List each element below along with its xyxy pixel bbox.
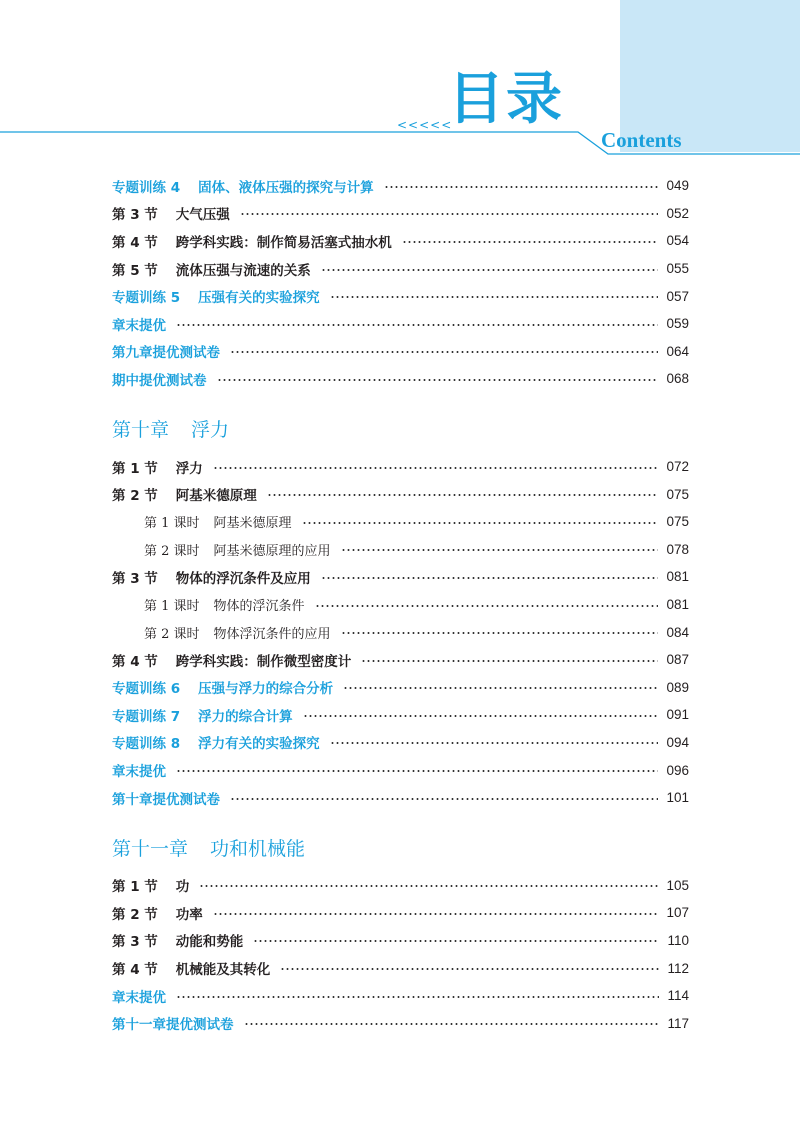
page-title: 目录	[448, 67, 564, 132]
toc-entry[interactable]	[112, 365, 689, 393]
dot-leader	[217, 379, 659, 381]
dot-leader	[176, 324, 658, 326]
entry-title: 机械能及其转化	[175, 962, 271, 979]
dot-leader	[341, 549, 659, 551]
toc-entry[interactable]	[112, 899, 689, 927]
toc-entry[interactable]	[112, 674, 689, 702]
page-number: 064	[666, 343, 689, 359]
entry-title: 浮力有关的实验探究	[198, 736, 320, 753]
entry-number: 第 2 节	[112, 906, 158, 923]
dot-leader	[176, 996, 659, 998]
entry-number: 第 3 节	[112, 570, 158, 587]
page-number: 110	[667, 932, 689, 948]
toc-entry[interactable]	[112, 871, 689, 899]
entry-number: 第 4 节	[112, 962, 158, 979]
page-number: 075	[666, 486, 689, 502]
page-number: 105	[666, 877, 689, 893]
page-number: 052	[666, 205, 689, 221]
page-number: 059	[666, 316, 689, 332]
entry-number: 章末提优	[112, 989, 166, 1006]
entry-title: 压强有关的实验探究	[198, 290, 320, 307]
entry-title: 大气压强	[175, 207, 230, 224]
entry-number: 第 3 节	[112, 934, 158, 951]
chapter-title: 浮力	[191, 419, 230, 442]
entry-number: 第 2 课时	[144, 626, 200, 642]
dot-leader	[176, 770, 658, 772]
toc-entry[interactable]	[112, 701, 689, 729]
page-number: 072	[666, 459, 689, 475]
title-arrows-icon: <<<<<	[397, 118, 453, 132]
page-number: 054	[666, 233, 689, 249]
toc-entry[interactable]	[112, 508, 689, 536]
page-number: 101	[666, 790, 689, 806]
dot-leader	[315, 605, 659, 607]
dot-leader	[213, 913, 659, 915]
page-number: 087	[666, 652, 689, 668]
page-number: 075	[666, 514, 689, 530]
entry-number: 专题训练 4	[112, 179, 181, 196]
entry-number: 第 1 节	[112, 879, 158, 896]
page-subtitle: Contents	[601, 128, 682, 152]
toc-entry[interactable]	[112, 480, 689, 508]
page-number: 081	[666, 597, 689, 613]
dot-leader	[230, 798, 658, 800]
entry-number: 章末提优	[112, 764, 166, 781]
dot-leader	[361, 660, 658, 662]
entry-title: 浮力	[175, 460, 203, 477]
dot-leader	[244, 1023, 660, 1025]
page-number: 055	[666, 261, 689, 277]
toc-entry[interactable]	[112, 784, 689, 812]
dot-leader	[302, 522, 659, 524]
toc-entry[interactable]	[112, 172, 689, 200]
toc-entry[interactable]	[112, 954, 689, 982]
toc-entry[interactable]	[112, 1009, 689, 1037]
entry-title: 流体压强与流速的关系	[175, 262, 311, 279]
page-number: 094	[666, 734, 689, 750]
entry-number: 章末提优	[112, 317, 166, 334]
entry-title: 物体的浮沉条件	[213, 599, 305, 615]
entry-number: 第九章提优测试卷	[112, 345, 220, 362]
dot-leader	[199, 885, 658, 887]
entry-title: 功率	[175, 906, 203, 923]
chapter-number: 第十章	[112, 419, 170, 442]
entry-title: 跨学科实践：制作简易活塞式抽水机	[175, 234, 392, 251]
toc-entry[interactable]	[112, 756, 689, 784]
toc-entry[interactable]	[112, 927, 689, 955]
dot-leader	[402, 241, 659, 243]
page-number: 096	[666, 762, 689, 778]
dot-leader	[330, 296, 659, 298]
page-number: 068	[666, 371, 689, 387]
entry-number: 第十一章提优测试卷	[112, 1017, 234, 1034]
dot-leader	[321, 577, 659, 579]
dot-leader	[384, 186, 659, 188]
entry-number: 专题训练 5	[112, 290, 181, 307]
entry-title: 功	[175, 879, 190, 896]
entry-number: 第 2 节	[112, 488, 158, 505]
entry-number: 第 4 节	[112, 653, 158, 670]
entry-number: 第十章提优测试卷	[112, 791, 220, 808]
toc-entry[interactable]	[112, 338, 689, 366]
entry-number: 第 3 节	[112, 207, 158, 224]
toc-entry[interactable]	[112, 982, 689, 1010]
toc-entry[interactable]	[112, 563, 689, 591]
page-number: 084	[666, 624, 689, 640]
table-of-contents	[112, 172, 689, 1037]
entry-number: 第 2 课时	[144, 543, 200, 559]
chapter-heading[interactable]	[112, 811, 689, 871]
entry-title: 动能和势能	[175, 934, 244, 951]
chapter-heading[interactable]	[112, 393, 689, 453]
entry-number: 专题训练 6	[112, 681, 181, 698]
entry-title: 浮力的综合计算	[198, 708, 293, 725]
dot-leader	[303, 715, 659, 717]
dot-leader	[341, 632, 659, 634]
entry-title: 阿基米德原理	[175, 488, 257, 505]
entry-title: 物体的浮沉条件及应用	[175, 570, 311, 587]
toc-entry[interactable]	[112, 282, 689, 310]
dot-leader	[343, 687, 658, 689]
dot-leader	[240, 213, 659, 215]
chapter-number: 第十一章	[112, 837, 189, 860]
page-number: 114	[667, 988, 689, 1004]
page-number: 057	[666, 288, 689, 304]
dot-leader	[213, 467, 659, 469]
entry-number: 第 1 节	[112, 460, 158, 477]
entry-number: 第 5 节	[112, 262, 158, 279]
entry-number: 专题训练 8	[112, 736, 181, 753]
page-number: 078	[666, 541, 689, 557]
toc-entry[interactable]	[112, 646, 689, 674]
entry-title: 固体、液体压强的探究与计算	[198, 179, 374, 196]
toc-entry[interactable]	[112, 536, 689, 564]
entry-title: 物体浮沉条件的应用	[213, 626, 331, 642]
entry-number: 第 4 节	[112, 234, 158, 251]
page-number: 049	[666, 178, 689, 194]
toc-entry[interactable]	[112, 729, 689, 757]
dot-leader	[280, 968, 659, 970]
toc-entry[interactable]	[112, 227, 689, 255]
dot-leader	[321, 269, 659, 271]
entry-title: 阿基米德原理	[213, 516, 292, 532]
dot-leader	[230, 351, 658, 353]
page-number: 089	[666, 679, 689, 695]
entry-title: 阿基米德原理的应用	[213, 543, 331, 559]
page-number: 081	[666, 569, 689, 585]
dot-leader	[253, 940, 659, 942]
chapter-title: 功和机械能	[210, 837, 306, 860]
toc-entry[interactable]	[112, 200, 689, 228]
page-number: 117	[667, 1015, 689, 1031]
page-number: 112	[667, 960, 689, 976]
page-number: 107	[666, 905, 689, 921]
dot-leader	[330, 742, 659, 744]
toc-entry[interactable]	[112, 310, 689, 338]
entry-title: 压强与浮力的综合分析	[198, 681, 334, 698]
toc-entry[interactable]	[112, 255, 689, 283]
entry-number: 期中提优测试卷	[112, 372, 207, 389]
entry-number: 第 1 课时	[144, 516, 200, 532]
entry-number: 第 1 课时	[144, 599, 200, 615]
entry-title: 跨学科实践：制作微型密度计	[175, 653, 352, 670]
page-number: 091	[666, 707, 689, 723]
toc-entry[interactable]	[112, 453, 689, 481]
toc-entry[interactable]	[112, 591, 689, 619]
dot-leader	[267, 494, 659, 496]
entry-number: 专题训练 7	[112, 708, 181, 725]
toc-entry[interactable]	[112, 618, 689, 646]
